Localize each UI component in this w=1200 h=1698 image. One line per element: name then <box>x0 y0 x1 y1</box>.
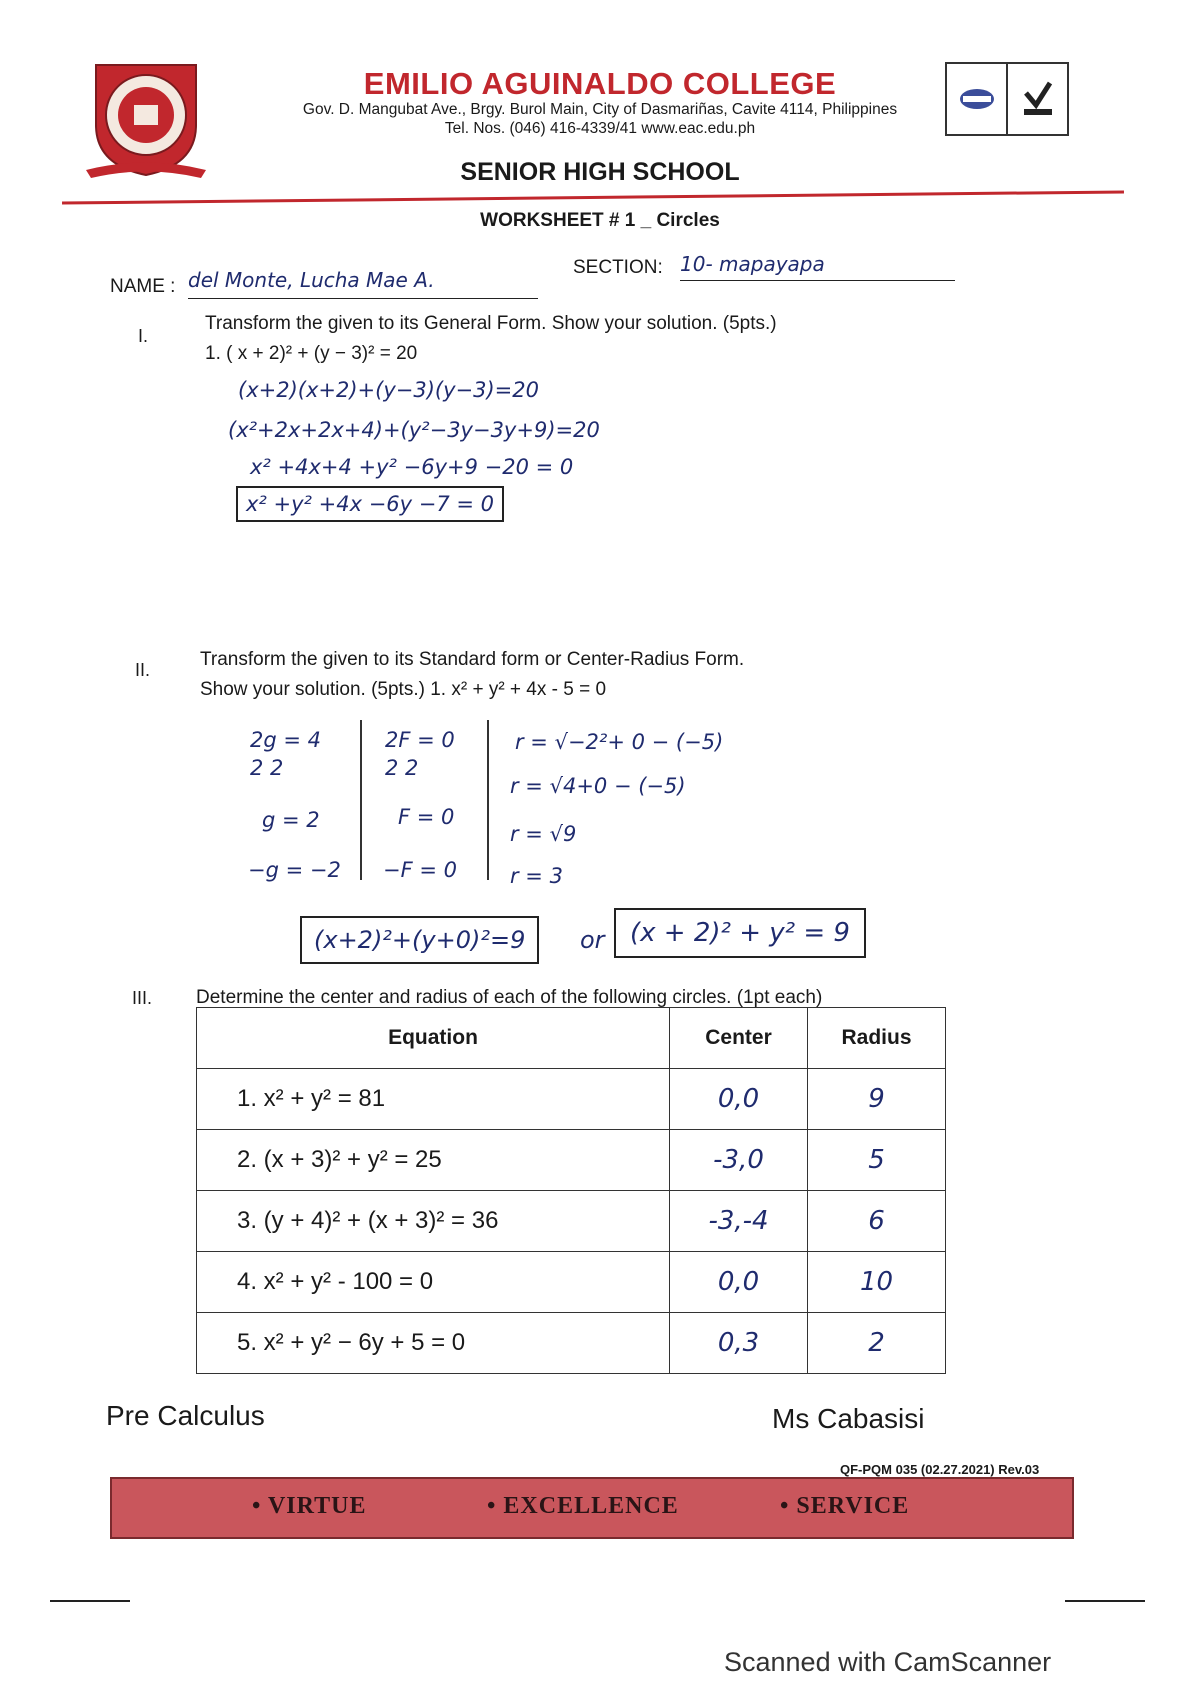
part2-col1-line2: 2 2 <box>250 756 284 780</box>
college-name: EMILIO AGUINALDO COLLEGE <box>363 66 837 101</box>
part2-col2-line2: 2 2 <box>385 756 419 780</box>
header-equation: Equation <box>197 1008 670 1069</box>
part2-col2-line4: −F = 0 <box>383 858 457 882</box>
table-row <box>197 1191 946 1252</box>
part2-or: or <box>580 926 605 954</box>
name-label: NAME : <box>110 276 176 297</box>
page-edge-mark-left <box>50 1600 130 1602</box>
part1-problem: 1. ( x + 2)² + (y − 3)² = 20 <box>205 343 418 364</box>
form-code: QF-PQM 035 (02.27.2021) Rev.03 <box>840 1462 1040 1477</box>
equation-cell: 2. (x + 3)² + y² = 25 <box>197 1130 670 1191</box>
header-radius: Radius <box>808 1008 946 1069</box>
center-cell[interactable]: 0,0 <box>670 1069 808 1130</box>
part2-divider-1 <box>360 720 362 880</box>
value-service: • SERVICE <box>780 1493 910 1519</box>
table-row <box>197 1130 946 1191</box>
radius-cell[interactable]: 2 <box>808 1313 946 1374</box>
core-values-band <box>110 1477 1074 1539</box>
radius-cell[interactable]: 9 <box>808 1069 946 1130</box>
teacher-label: Ms Cabasisi <box>772 1403 925 1434</box>
radius-cell[interactable]: 6 <box>808 1191 946 1252</box>
header-center: Center <box>670 1008 808 1069</box>
part1-numeral: I. <box>138 326 149 346</box>
college-contact: Tel. Nos. (046) 416-4339/41 www.eac.edu.ph <box>444 120 756 137</box>
part2-numeral: II. <box>135 660 151 680</box>
table-row <box>197 1069 946 1130</box>
part2-col1-line4: −g = −2 <box>248 858 341 882</box>
section-label: SECTION: <box>573 257 663 278</box>
part2-col3-line2: r = √4+0 − (−5) <box>510 774 686 798</box>
table-header-row <box>197 1008 946 1069</box>
page-edge-mark-right <box>1065 1600 1145 1602</box>
part2-instruction-line2: Show your solution. (5pts.) 1. x² + y² + 4x - 5 = 0 <box>200 679 607 700</box>
part2-answer2: (x + 2)² + y² = 9 <box>614 908 866 958</box>
part2-instruction-line1: Transform the given to its Standard form or Center-Radius Form. <box>200 649 745 670</box>
part2-col2-line1: 2F = 0 <box>385 728 455 752</box>
part1-work-step2: (x²+2x+2x+4)+(y²−3y−3y+9)=20 <box>228 418 600 442</box>
part2-col3-line4: r = 3 <box>510 864 563 888</box>
scanner-watermark: Scanned with CamScanner <box>724 1647 1052 1677</box>
center-cell[interactable]: -3,-4 <box>670 1191 808 1252</box>
part3-numeral: III. <box>132 988 153 1008</box>
worksheet-title: WORKSHEET # 1 _ Circles <box>480 210 720 231</box>
value-virtue: • VIRTUE <box>252 1493 367 1519</box>
part1-work-step1: (x+2)(x+2)+(y−3)(y−3)=20 <box>238 378 539 402</box>
part2-col1-line1: 2g = 4 <box>250 728 321 752</box>
equation-cell: 3. (y + 4)² + (x + 3)² = 36 <box>197 1191 670 1252</box>
part2-col1-line3: g = 2 <box>262 808 320 832</box>
department-title: SENIOR HIGH SCHOOL <box>460 158 740 186</box>
section-field[interactable]: 10- mapayapa <box>680 252 955 281</box>
radius-cell[interactable]: 10 <box>808 1252 946 1313</box>
center-cell[interactable]: -3,0 <box>670 1130 808 1191</box>
part1-work-step3: x² +4x+4 +y² −6y+9 −20 = 0 <box>250 455 574 479</box>
equation-cell: 4. x² + y² - 100 = 0 <box>197 1252 670 1313</box>
value-excellence: • EXCELLENCE <box>487 1493 679 1519</box>
equation-cell: 5. x² + y² − 6y + 5 = 0 <box>197 1313 670 1374</box>
center-cell[interactable]: 0,0 <box>670 1252 808 1313</box>
part2-answer1: (x+2)²+(y+0)²=9 <box>300 916 539 964</box>
subject-label: Pre Calculus <box>106 1400 265 1431</box>
part2-col3-line3: r = √9 <box>510 822 577 846</box>
name-field[interactable]: del Monte, Lucha Mae A. <box>188 268 538 299</box>
part2-divider-2 <box>487 720 489 880</box>
part1-answer: x² +y² +4x −6y −7 = 0 <box>236 486 504 522</box>
center-cell[interactable]: 0,3 <box>670 1313 808 1374</box>
part3-instruction: Determine the center and radius of each of the following circles. (1pt each) <box>196 987 823 1008</box>
circles-table <box>196 1007 946 1374</box>
table-row <box>197 1313 946 1374</box>
equation-cell: 1. x² + y² = 81 <box>197 1069 670 1130</box>
college-address: Gov. D. Mangubat Ave., Brgy. Burol Main, City of Dasmariñas, Cavite 4114, Philippines <box>302 101 898 118</box>
part1-instruction: Transform the given to its General Form. Show your solution. (5pts.) <box>205 313 777 334</box>
header-divider <box>62 190 1124 204</box>
radius-cell[interactable]: 5 <box>808 1130 946 1191</box>
table-row <box>197 1252 946 1313</box>
part2-col2-line3: F = 0 <box>398 805 455 829</box>
part2-col3-line1: r = √−2²+ 0 − (−5) <box>515 730 724 754</box>
